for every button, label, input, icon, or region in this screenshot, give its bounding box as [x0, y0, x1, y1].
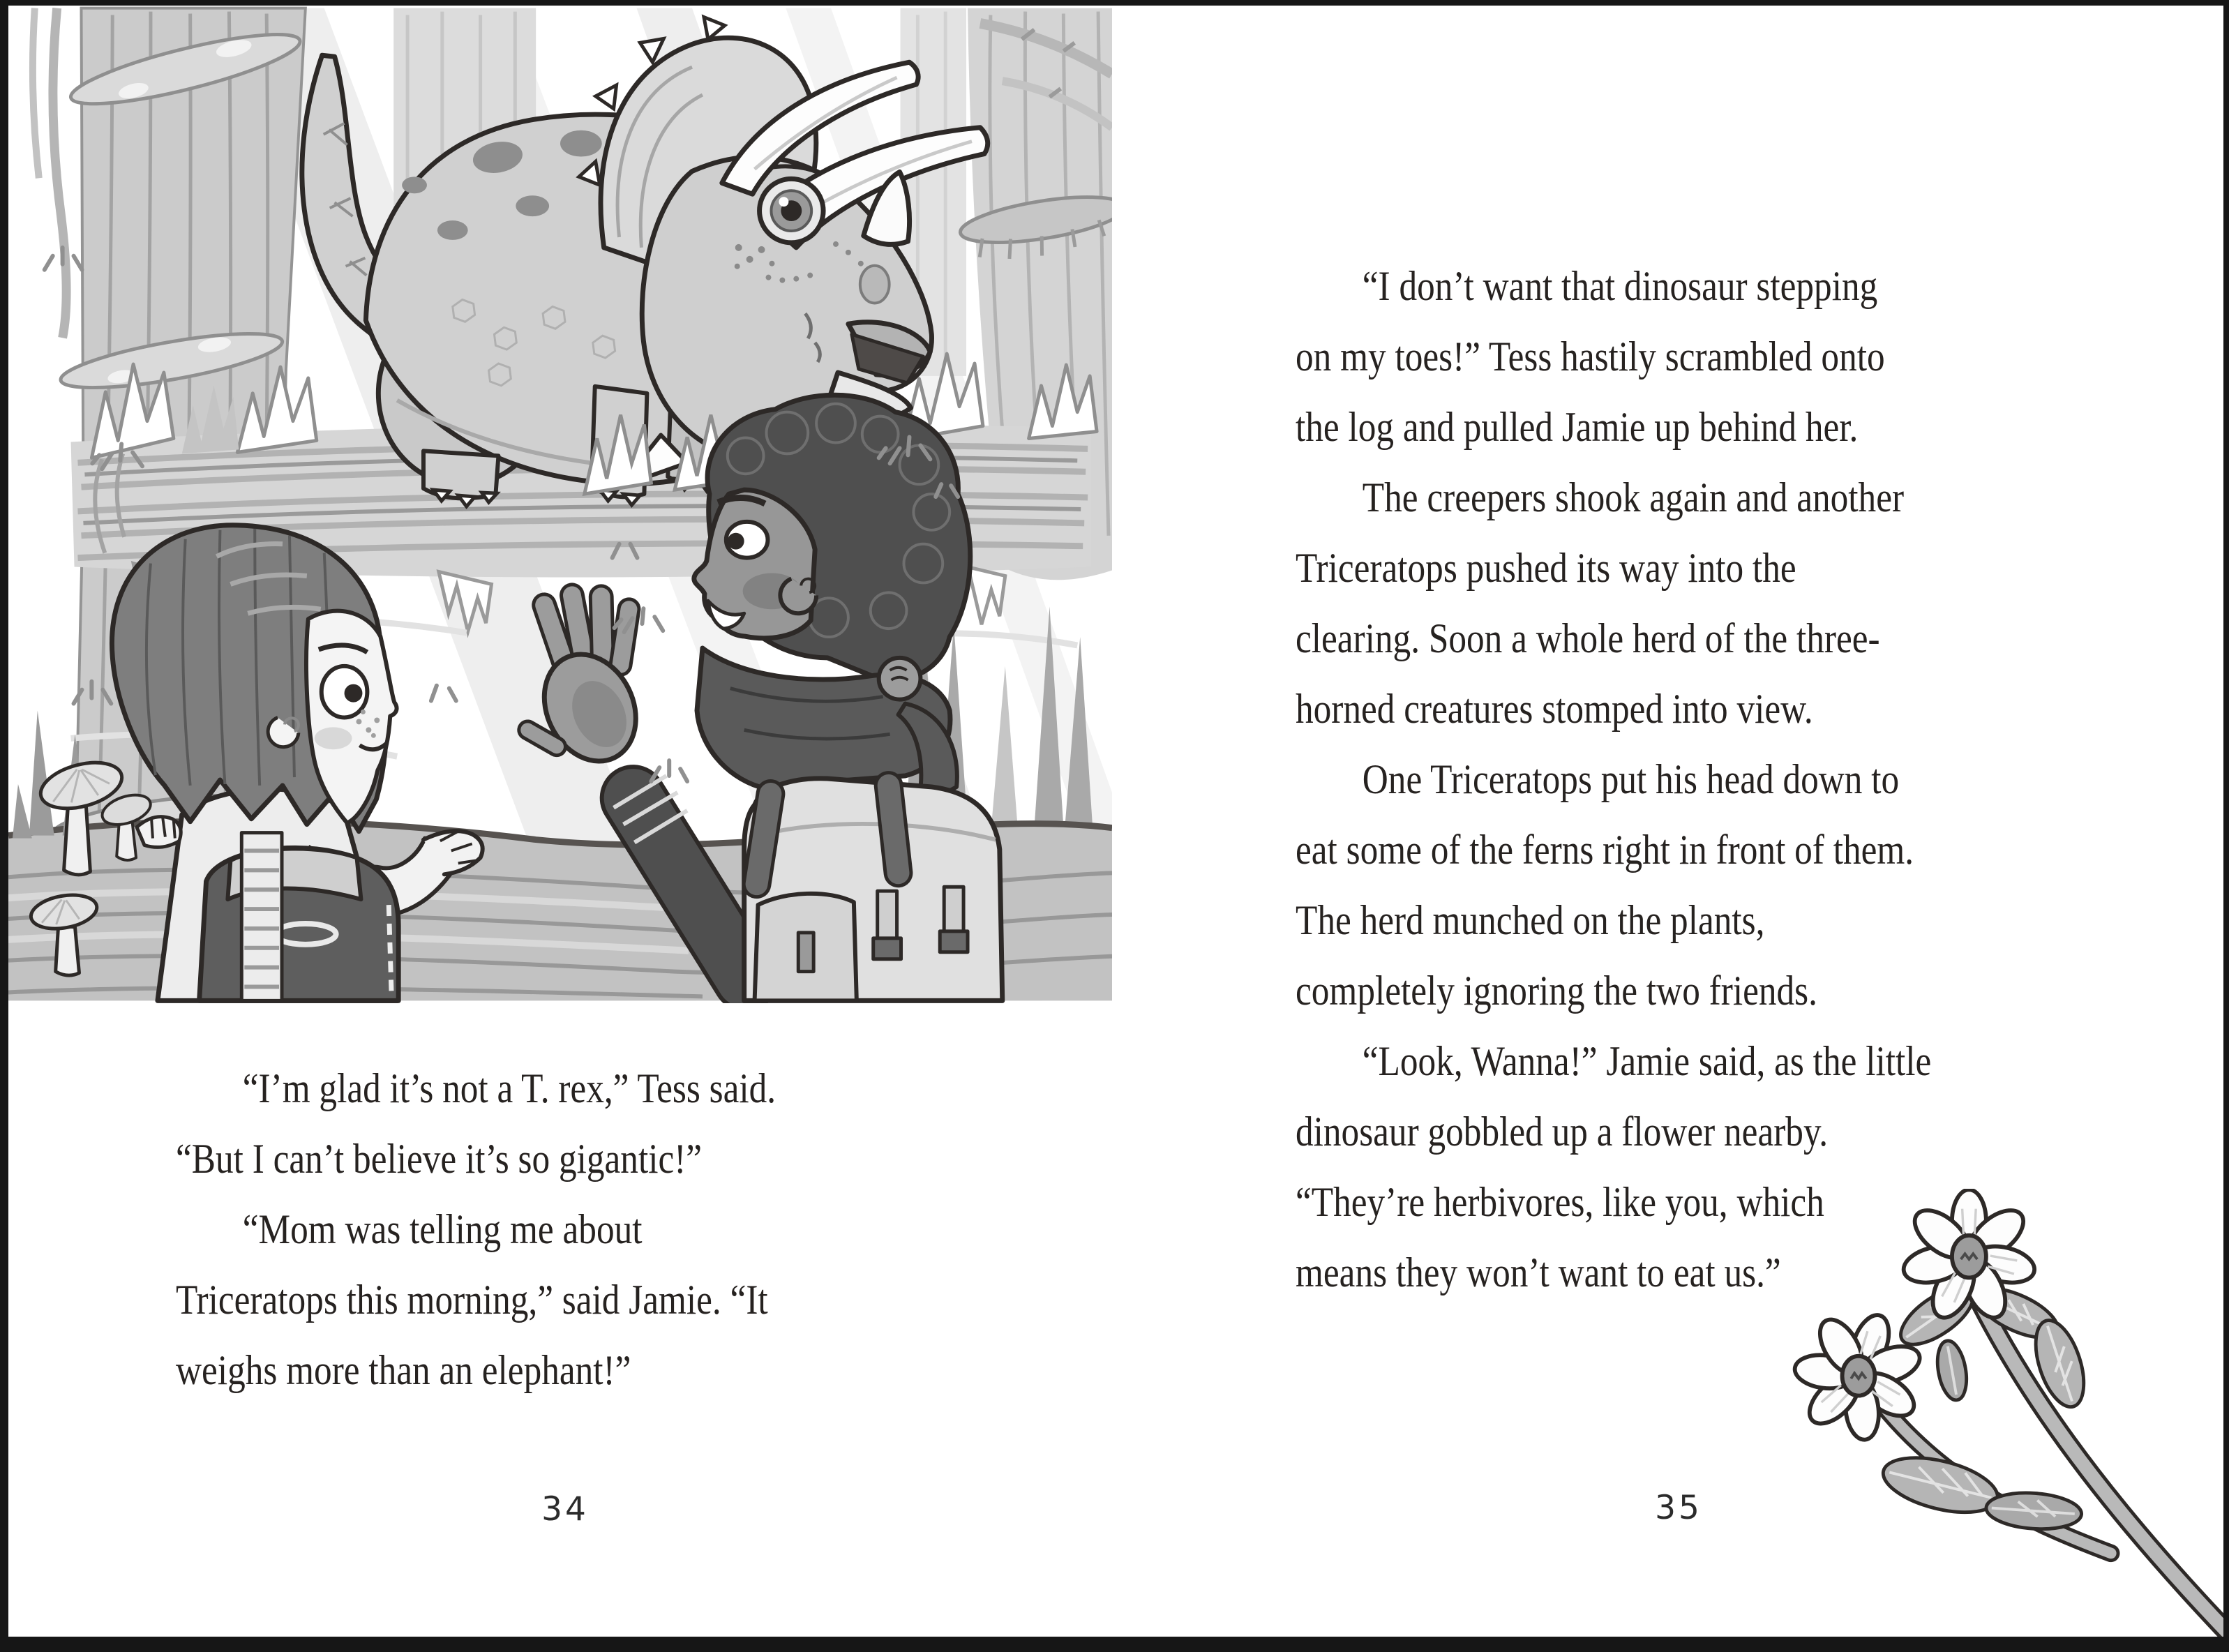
forest-triceratops-illustration [8, 6, 1112, 1003]
story-line: “I don’t want that dinosaur stepping [1362, 263, 1878, 309]
left-page-story-text [176, 1053, 1048, 1406]
story-line: “Look, Wanna!” Jamie said, as the little [1362, 1038, 1932, 1084]
story-line: horned creatures stomped into view. [1296, 686, 1813, 732]
story-line: clearing. Soon a whole herd of the three- [1296, 615, 1880, 661]
story-line: The creepers shook again and another [1362, 474, 1905, 520]
flower-illustration [1766, 1189, 2227, 1638]
story-line: “I’m glad it’s not a T. rex,” Tess said. [242, 1065, 776, 1111]
story-line: “But I can’t believe it’s so gigantic!” [176, 1136, 703, 1182]
story-line: means they won’t want to eat us.” [1296, 1249, 1781, 1296]
right-page-number: 35 [1655, 1489, 1702, 1527]
story-line: The herd munched on the plants, [1296, 897, 1765, 943]
story-line: on my toes!” Tess hastily scrambled onto [1296, 333, 1885, 380]
story-line: eat some of the ferns right in front of them. [1296, 827, 1914, 873]
open-hand [527, 595, 653, 776]
story-line: Triceratops pushed its way into the [1296, 545, 1796, 591]
story-line: One Triceratops put his head down to [1362, 756, 1900, 802]
story-line: the log and pulled Jamie up behind her. [1296, 404, 1859, 450]
story-line: completely ignoring the two friends. [1296, 968, 1817, 1014]
story-line: “They’re herbivores, like you, which [1296, 1179, 1824, 1225]
left-page-number: 34 [541, 1490, 589, 1529]
story-line: Triceratops this morning,” said Jamie. “It [176, 1277, 768, 1323]
story-line: dinosaur gobbled up a flower nearby. [1296, 1109, 1829, 1155]
story-line: “Mom was telling me about [242, 1206, 643, 1252]
right-page-story-text [1296, 251, 2189, 1308]
story-line: weighs more than an elephant!” [176, 1347, 631, 1393]
